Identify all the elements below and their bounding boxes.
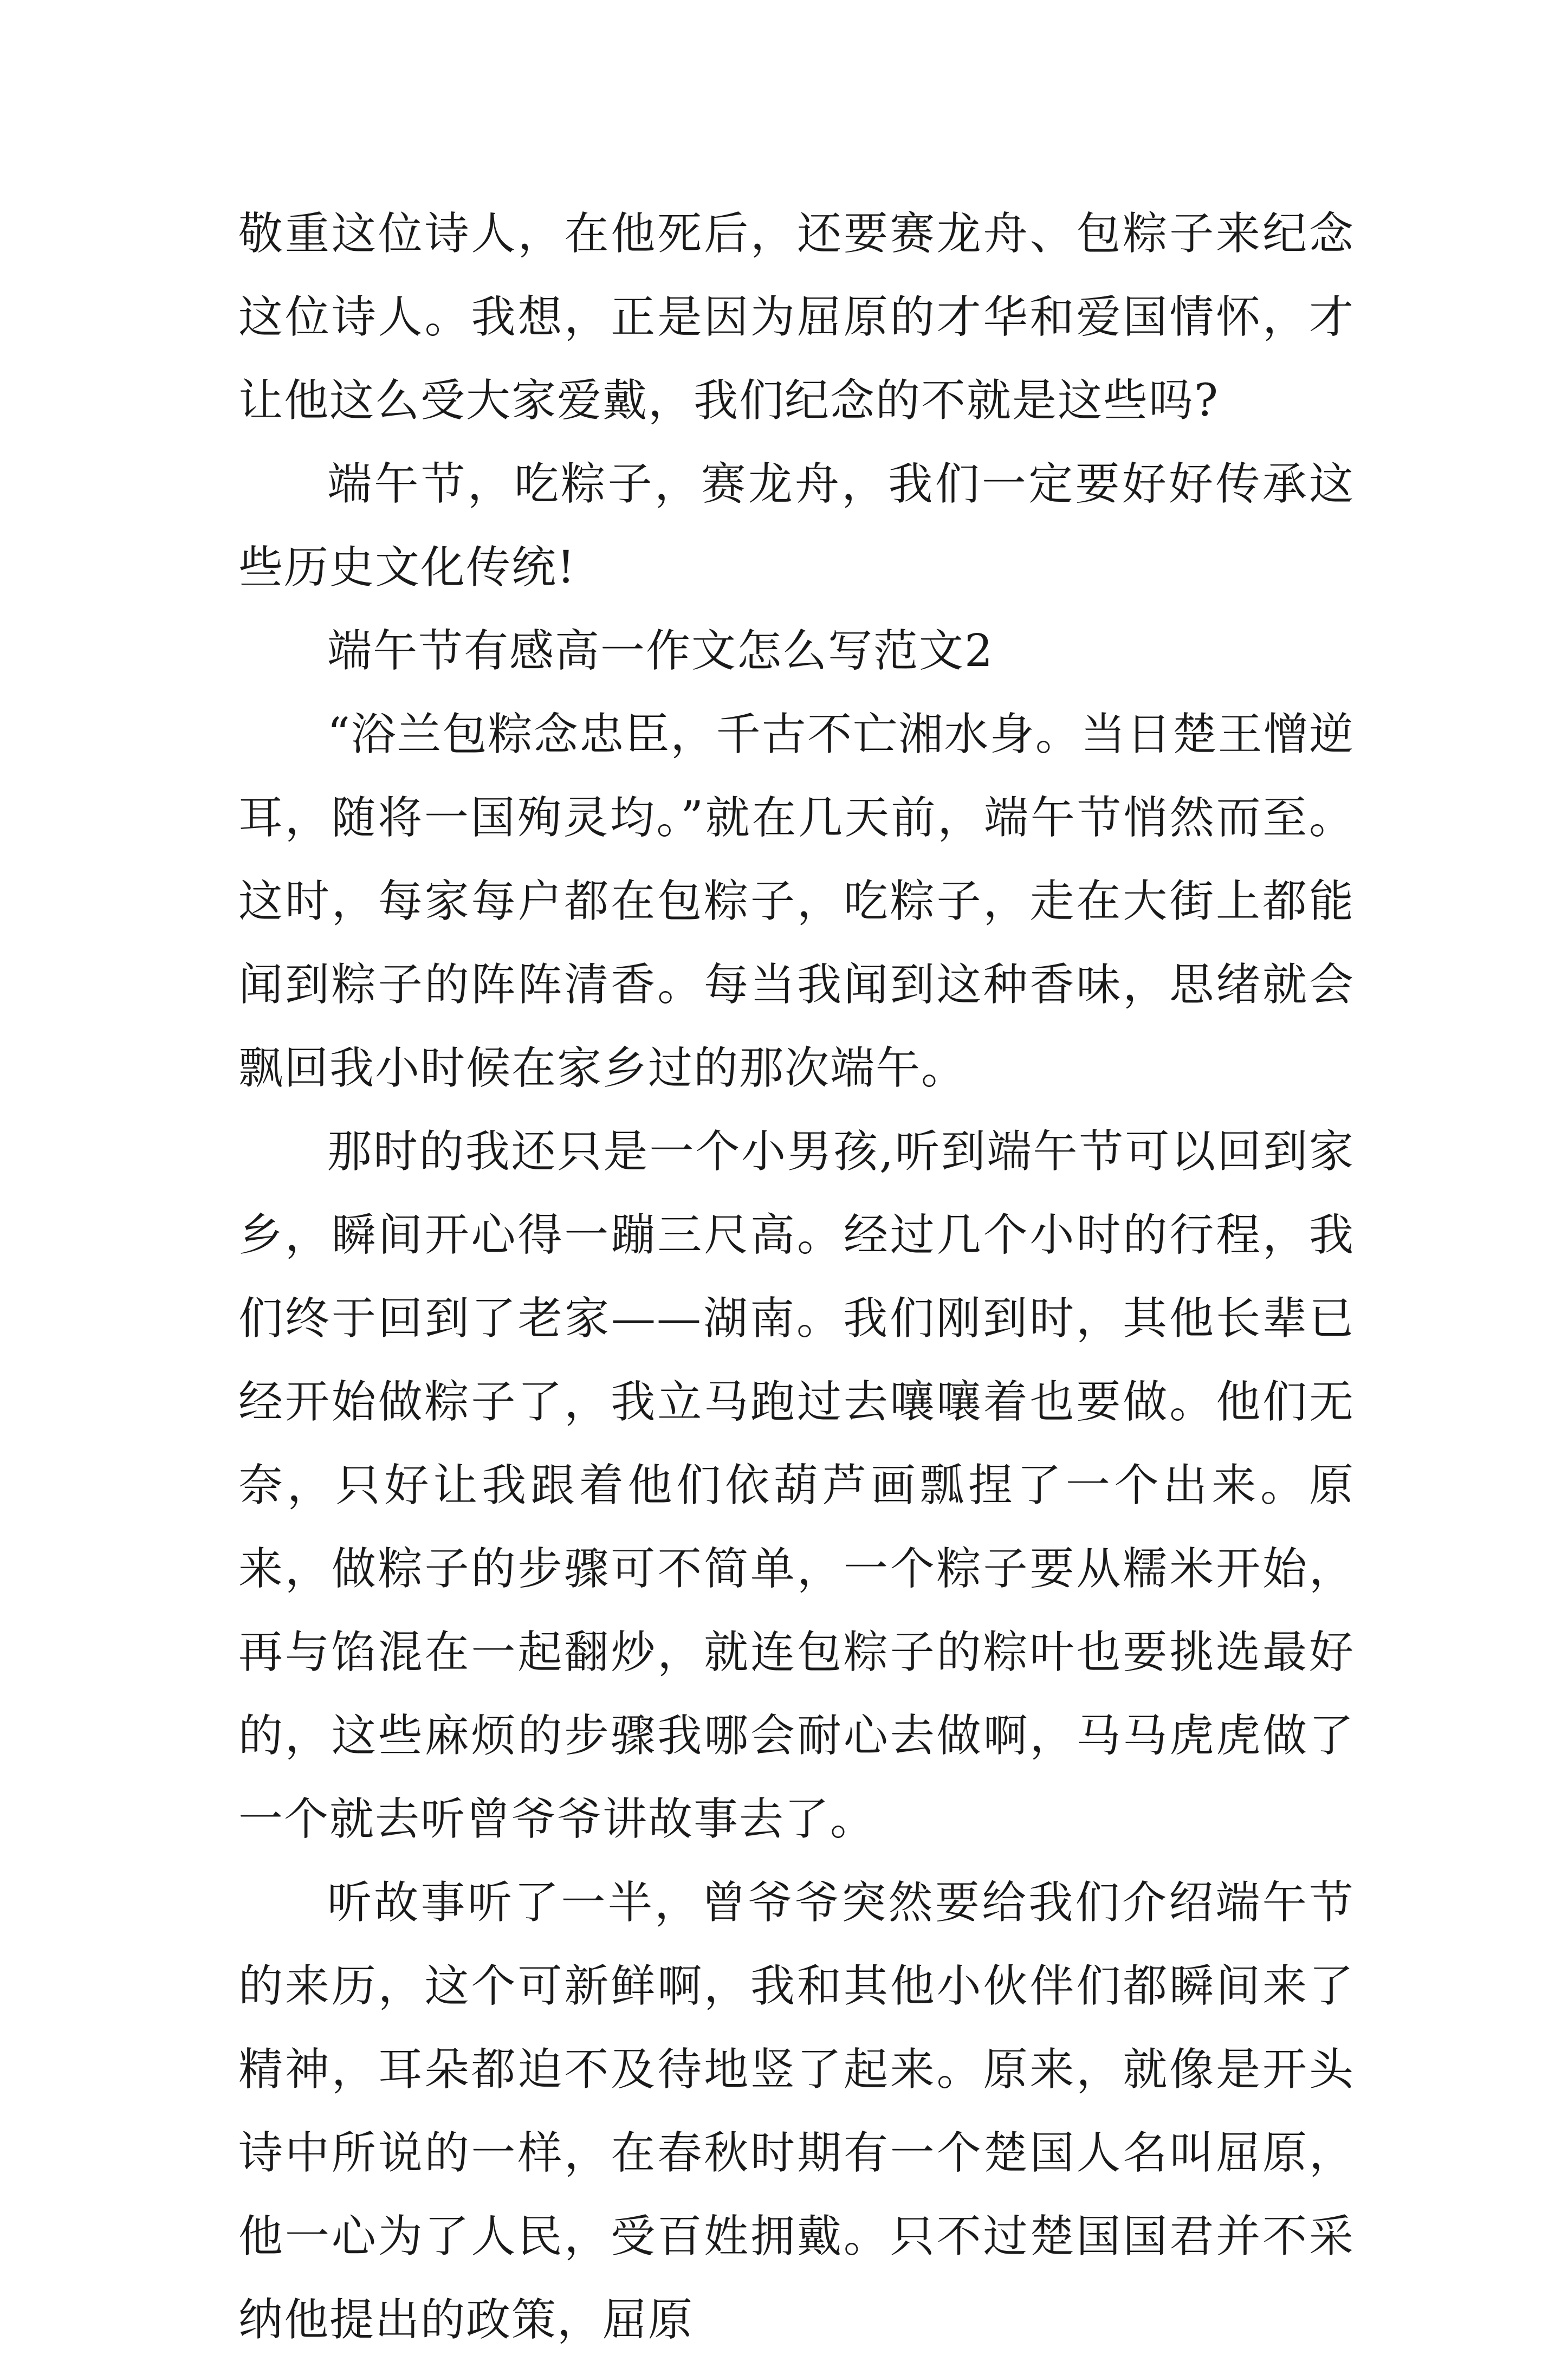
paragraph-2: 端午节，吃粽子，赛龙舟，我们一定要好好传承这些历史文化传统!: [238, 458, 1355, 593]
paragraph-5: 听故事听了一半，曾爷爷突然要给我们介绍端午节的来历，这个可新鲜啊，我和其他小伙伴们都瞬间来了精神，耳朵都迫不及待地竖了起来。原来，就像是开头诗中所说的一样，在春秋时期有一个楚国人名叫屈原，他一心为了人民，受百姓拥戴。只不过楚国国君并不采纳他提出的政策，屈原: [238, 1877, 1355, 2346]
section-heading: 端午节有感高一作文怎么写范文2: [327, 625, 994, 677]
paragraph-1: 敬重这位诗人，在他死后，还要赛龙舟、包粽子来纪念这位诗人。我想，正是因为屈原的才华和爱国情怀，才让他这么受大家爱戴，我们纪念的不就是这些吗?: [238, 208, 1355, 426]
paragraph-3: “浴兰包粽念忠臣，千古不亡湘水身。当日楚王憎逆耳，随将一国殉灵均。”就在几天前，端午节悄然而至。这时，每家每户都在包粽子，吃粽子，走在大街上都能闻到粽子的阵阵清香。每当我闻到这种香味，思绪就会飘回我小时候在家乡过的那次端午。: [238, 709, 1355, 1094]
document-body: [238, 192, 1355, 2362]
paragraph-4: 那时的我还只是一个小男孩,听到端午节可以回到家乡，瞬间开心得一蹦三尺高。经过几个小时的行程，我们终于回到了老家——湖南。我们刚到时，其他长辈已经开始做粽子了，我立马跑过去嚷嚷着也要做。他们无奈，只好让我跟着他们依葫芦画瓢捏了一个出来。原来，做粽子的步骤可不简单，一个粽子要从糯米开始，再与馅混在一起翻炒，就连包粽子的粽叶也要挑选最好的，这些麻烦的步骤我哪会耐心去做啊，马马虎虎做了一个就去听曾爷爷讲故事去了。: [238, 1126, 1355, 1845]
